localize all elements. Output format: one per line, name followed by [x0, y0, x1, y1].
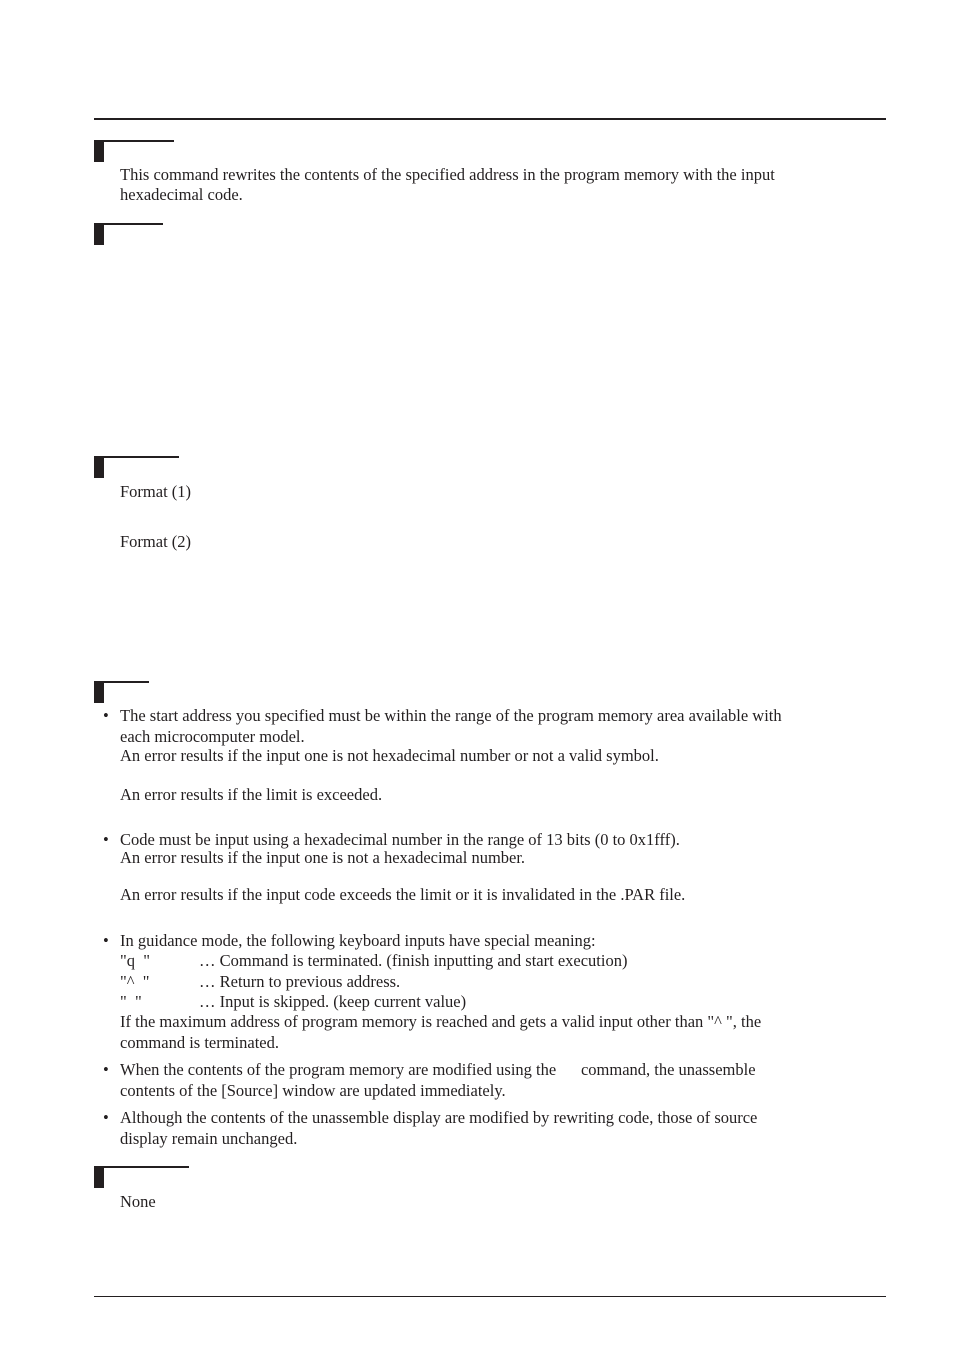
example-format-1: Format (1) [120, 482, 192, 501]
note-text-line: An error results if the input one is not hexadecimal number or not a valid symbol. [120, 746, 659, 765]
section-marker-gui [94, 1166, 104, 1188]
section-rule-notes [104, 681, 149, 683]
note-text-line: If the maximum address of program memory is reached and gets a valid input other than "^ ", the [120, 1012, 762, 1031]
section-marker-examples [94, 456, 104, 478]
guidance-key-desc: … Command is terminated. (finish inputting and start execution) [199, 951, 628, 970]
note-bullet: • [103, 931, 109, 950]
note-text-line: contents of the [Source] window are updated immediately. [120, 1081, 506, 1100]
section-marker-notes [94, 681, 104, 703]
note-text-line: An error results if the input code exceeds the limit or it is invalidated in the .PAR file. [120, 885, 686, 904]
note-text-line: display remain unchanged. [120, 1129, 298, 1148]
section-marker-format [94, 223, 104, 245]
note-text-line: Although the contents of the unassemble display are modified by rewriting code, those of source [120, 1108, 758, 1127]
guidance-key: "q " [120, 951, 150, 970]
section-rule-function [104, 140, 174, 142]
note-bullet: • [103, 706, 109, 725]
note-text-line: An error results if the input one is not a hexadecimal number. [120, 848, 526, 867]
guidance-key-desc: … Return to previous address. [199, 972, 401, 991]
function-text-line: This command rewrites the contents of the specified address in the program memory with the input [120, 165, 775, 184]
note-text-line: The start address you specified must be within the range of the program memory area available with [120, 706, 782, 725]
note-text-line: An error results if the limit is exceeded. [120, 785, 383, 804]
example-format-2: Format (2) [120, 532, 192, 551]
guidance-key: " " [120, 992, 142, 1011]
footer-rule [94, 1296, 886, 1297]
note-text-line: When the contents of the program memory are modified using the command, the unassemble [120, 1060, 756, 1079]
gui-text: None [120, 1192, 156, 1211]
function-text-line: hexadecimal code. [120, 185, 243, 204]
section-rule-gui [104, 1166, 189, 1168]
note-text-line: Code must be input using a hexadecimal number in the range of 13 bits (0 to 0x1fff). [120, 830, 680, 849]
guidance-key-desc: … Input is skipped. (keep current value) [199, 992, 467, 1011]
note-bullet: • [103, 1060, 109, 1079]
note-text-line: each microcomputer model. [120, 727, 305, 746]
note-bullet: • [103, 830, 109, 849]
note-bullet: • [103, 1108, 109, 1127]
guidance-key: "^ " [120, 972, 150, 991]
note-text-line: command is terminated. [120, 1033, 279, 1052]
section-rule-examples [104, 456, 179, 458]
section-rule-format [104, 223, 163, 225]
section-marker-function [94, 140, 104, 162]
note-text-line: In guidance mode, the following keyboard inputs have special meaning: [120, 931, 596, 950]
header-rule [94, 118, 886, 120]
